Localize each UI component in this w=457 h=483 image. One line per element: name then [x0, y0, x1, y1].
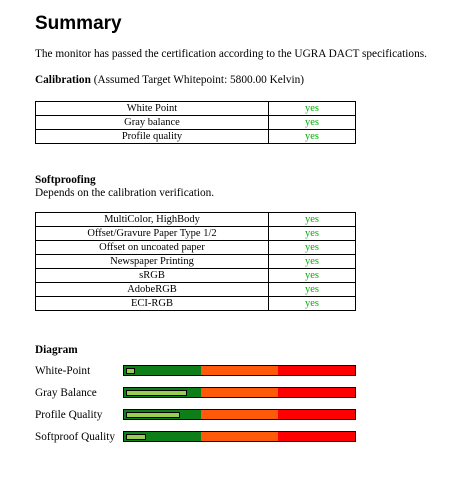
- calibration-result-white-point: yes: [269, 102, 356, 116]
- softproof-label: Offset/Gravure Paper Type 1/2: [36, 227, 269, 241]
- table-row: [36, 297, 356, 311]
- diagram-heading: Diagram: [35, 344, 78, 356]
- quality-level-indicator: [126, 368, 135, 374]
- softproof-result: yes: [269, 227, 356, 241]
- zone-warning: [201, 410, 278, 419]
- page-title: Summary: [35, 13, 122, 34]
- table-row: [36, 130, 356, 144]
- softproof-label: sRGB: [36, 269, 269, 283]
- calibration-heading: [35, 73, 304, 87]
- calibration-result-profile-quality: yes: [269, 130, 356, 144]
- diagram-label: White-Point: [35, 365, 91, 377]
- quality-bar: [123, 387, 356, 398]
- softproof-label: Offset on uncoated paper: [36, 241, 269, 255]
- softproof-result: yes: [269, 213, 356, 227]
- zone-warning: [201, 388, 278, 397]
- calibration-label-gray-balance: Gray balance: [36, 116, 269, 130]
- diagram-label: Gray Balance: [35, 387, 97, 399]
- softproof-result: yes: [269, 297, 356, 311]
- zone-good: [124, 366, 201, 375]
- calibration-result-gray-balance: yes: [269, 116, 356, 130]
- softproofing-heading: Softproofing: [35, 174, 96, 186]
- zone-fail: [278, 388, 355, 397]
- calibration-label-profile-quality: Profile quality: [36, 130, 269, 144]
- table-row: [36, 116, 356, 130]
- softproof-result: yes: [269, 269, 356, 283]
- softproofing-subtitle: Depends on the calibration verification.: [35, 187, 215, 199]
- softproof-result: yes: [269, 241, 356, 255]
- zone-fail: [278, 410, 355, 419]
- calibration-whitepoint-note: (Assumed Target Whitepoint: 5800.00 Kelvin): [93, 74, 305, 86]
- quality-bar: [123, 431, 356, 442]
- table-row: [36, 102, 356, 116]
- diagram-label: Profile Quality: [35, 409, 103, 421]
- zone-warning: [201, 432, 278, 441]
- softproof-label: AdobeRGB: [36, 283, 269, 297]
- certification-statement: The monitor has passed the certification according to the UGRA DACT specifications.: [35, 48, 427, 60]
- softproof-label: Newspaper Printing: [36, 255, 269, 269]
- softproof-label: MultiColor, HighBody: [36, 213, 269, 227]
- zone-fail: [278, 432, 355, 441]
- zone-warning: [201, 366, 278, 375]
- quality-bar: [123, 409, 356, 420]
- calibration-label-white-point: White Point: [36, 102, 269, 116]
- diagram-row-softproof-quality: [35, 429, 365, 445]
- zone-fail: [278, 366, 355, 375]
- table-row: [36, 241, 356, 255]
- diagram-row-gray-balance: [35, 385, 365, 401]
- table-row: [36, 255, 356, 269]
- diagram-row-white-point: [35, 363, 365, 379]
- quality-level-indicator: [126, 390, 187, 396]
- quality-level-indicator: [126, 434, 146, 440]
- table-row: [36, 269, 356, 283]
- calibration-title: Calibration: [35, 74, 91, 86]
- quality-level-indicator: [126, 412, 180, 418]
- diagram-label: Softproof Quality: [35, 431, 116, 443]
- softproof-result: yes: [269, 283, 356, 297]
- calibration-table: [35, 101, 356, 144]
- table-row: [36, 227, 356, 241]
- quality-bar: [123, 365, 356, 376]
- softproofing-table: [35, 212, 356, 311]
- softproof-result: yes: [269, 255, 356, 269]
- table-row: [36, 283, 356, 297]
- softproof-label: ECI-RGB: [36, 297, 269, 311]
- diagram-row-profile-quality: [35, 407, 365, 423]
- table-row: [36, 213, 356, 227]
